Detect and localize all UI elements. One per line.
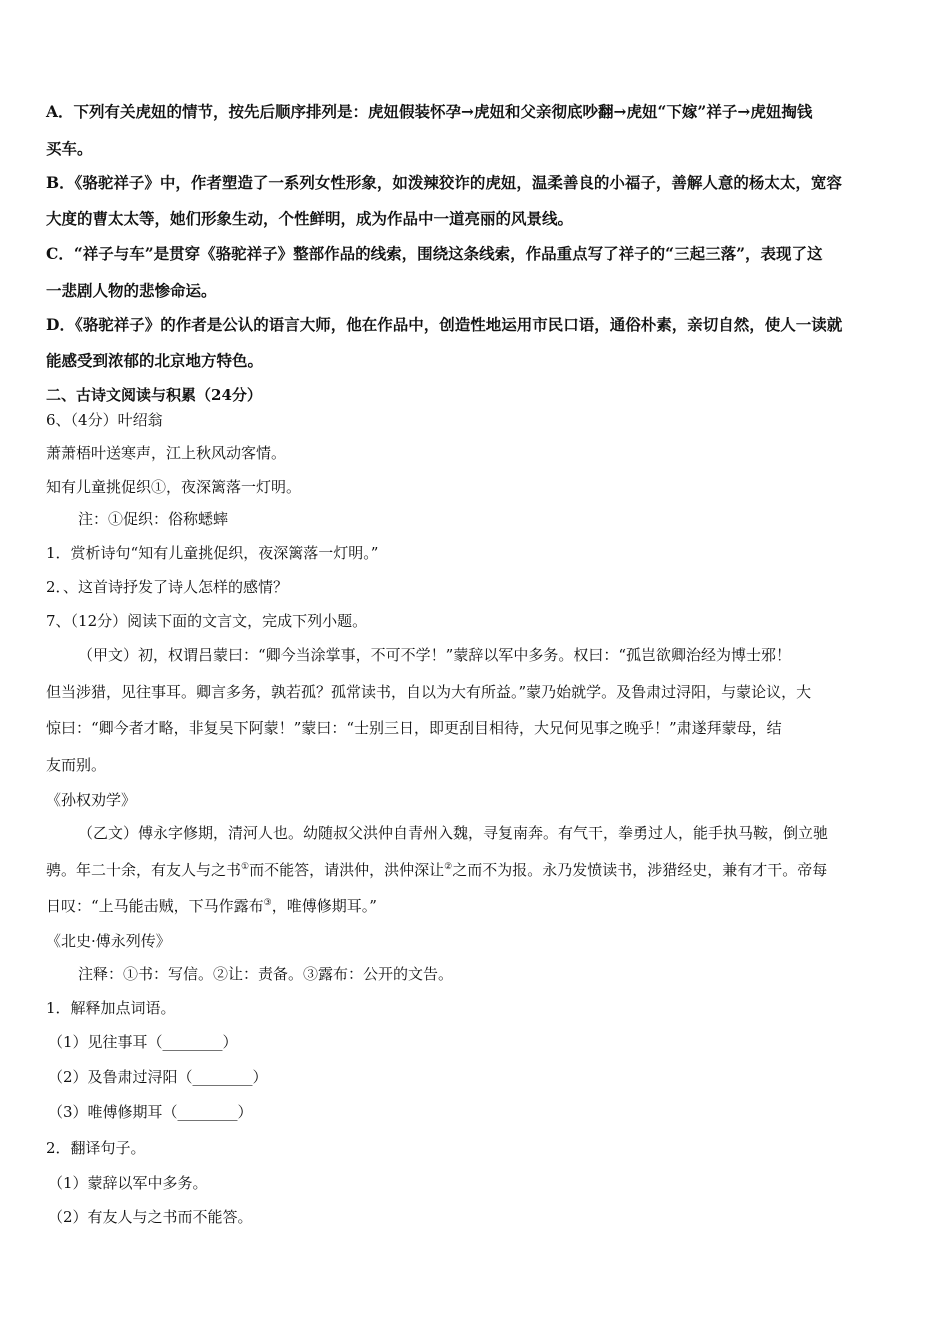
q7-text-b-source: 《北史·傅永列传》: [46, 932, 171, 950]
option-a-line-2: 买车。: [46, 139, 93, 158]
option-d-line-2: 能感受到浓郁的北京地方特色。: [46, 351, 264, 370]
option-c-line-1: C．“祥子与车”是贯穿《骆驼祥子》整部作品的线索，围绕这条线索，作品重点写了祥子的“三起三落”，表现了这: [46, 244, 823, 263]
q7-sub-question-2: 2．翻译句子。: [46, 1139, 146, 1157]
footnote-mark-1: ①: [241, 862, 250, 872]
q7-annotation: 注释：①书：写信。②让：责备。③露布：公开的文告。: [78, 965, 454, 983]
q7-sub-question-1-item-2: （2）及鲁肃过浔阳（________）: [48, 1068, 268, 1086]
q6-poem-line-2: 知有儿童挑促织①，夜深篱落一灯明。: [46, 478, 302, 496]
q7-sub-question-1-item-1: （1）见往事耳（________）: [48, 1033, 238, 1051]
q7-text-a-line-3: 惊曰：“卿今者才略，非复吴下阿蒙！”蒙曰：“士别三日，即更刮目相待，大兄何见事之晚乎！”肃遂拜蒙母，结: [46, 719, 782, 737]
q6-note: 注：①促织：俗称蟋蟀: [78, 510, 229, 528]
q6-poem-line-1: 萧萧梧叶送寒声，江上秋风动客情。: [46, 444, 287, 462]
option-b-line-1: B．《骆驼祥子》中，作者塑造了一系列女性形象，如泼辣狡诈的虎妞，温柔善良的小福子，善解人意的杨太太，宽容: [46, 173, 842, 192]
q7-text-b-line-1: （乙文）傅永字修期，清河人也。幼随叔父洪仲自青州入魏，寻复南奔。有气干，拳勇过人，能手执马鞍，倒立驰: [78, 824, 829, 842]
option-c-line-2: 一悲剧人物的悲惨命运。: [46, 281, 217, 300]
q7-sub-question-1-item-3: （3）唯傅修期耳（________）: [48, 1103, 253, 1121]
q7-text-b-line-2: [46, 860, 827, 880]
q7-text-b-line-2-part-3: 之而不为报。永乃发愤读书，涉猎经史，兼有才干。帝每: [452, 861, 828, 879]
option-a-line-1: A．下列有关虎妞的情节，按先后顺序排列是：虎妞假装怀孕→虎妞和父亲彻底吵翻→虎妞“下嫁”祥子→虎妞掏钱: [46, 102, 813, 121]
q7-text-b-line-3-part-2: ，唯傅修期耳。”: [271, 897, 377, 915]
q6-sub-question-1: 1．赏析诗句“知有儿童挑促织，夜深篱落一灯明。”: [46, 544, 379, 562]
q7-text-a-line-1: （甲文）初，权谓吕蒙曰：“卿今当涂掌事，不可不学！”蒙辞以军中多务。权曰：“孤岂欲卿治经为博士邪！: [78, 646, 792, 664]
q7-header: 7、（12分）阅读下面的文言文，完成下列小题。: [46, 612, 368, 630]
q7-text-a-line-2: 但当涉猎，见往事耳。卿言多务，孰若孤？孤常读书，自以为大有所益。”蒙乃始就学。及鲁肃过浔阳，与蒙论议，大: [46, 683, 812, 701]
option-b-line-2: 大度的曹太太等，她们形象生动，个性鲜明，成为作品中一道亮丽的风景线。: [46, 209, 574, 228]
footnote-mark-2: ②: [444, 862, 453, 872]
q6-header: 6、（4分）叶绍翁: [46, 411, 163, 429]
q7-text-b-line-2-part-2: 而不能答，请洪仲，洪仲深让: [249, 861, 445, 879]
q7-text-b-line-2-part-1: 骋。年二十余，有友人与之书: [46, 861, 242, 879]
option-d-line-1: D．《骆驼祥子》的作者是公认的语言大师，他在作品中，创造性地运用市民口语，通俗朴素，亲切自然，使人一读就: [46, 315, 843, 334]
q7-sub-question-2-item-1: （1）蒙辞以军中多务。: [48, 1174, 208, 1192]
q7-text-a-line-4: 友而别。: [46, 756, 107, 774]
q7-text-b-line-3: [46, 896, 377, 916]
q6-sub-question-2: 2．、这首诗抒发了诗人怎样的感情？: [46, 578, 289, 596]
q7-text-b-line-3-part-1: 日叹：“上马能击贼，下马作露布: [46, 897, 264, 915]
section-heading: 二、古诗文阅读与积累（24分）: [46, 386, 262, 404]
q7-text-a-source: 《孙权劝学》: [46, 791, 137, 809]
q7-sub-question-1: 1．解释加点词语。: [46, 999, 176, 1017]
footnote-mark-3: ③: [263, 898, 272, 908]
q7-sub-question-2-item-2: （2）有友人与之书而不能答。: [48, 1208, 253, 1226]
